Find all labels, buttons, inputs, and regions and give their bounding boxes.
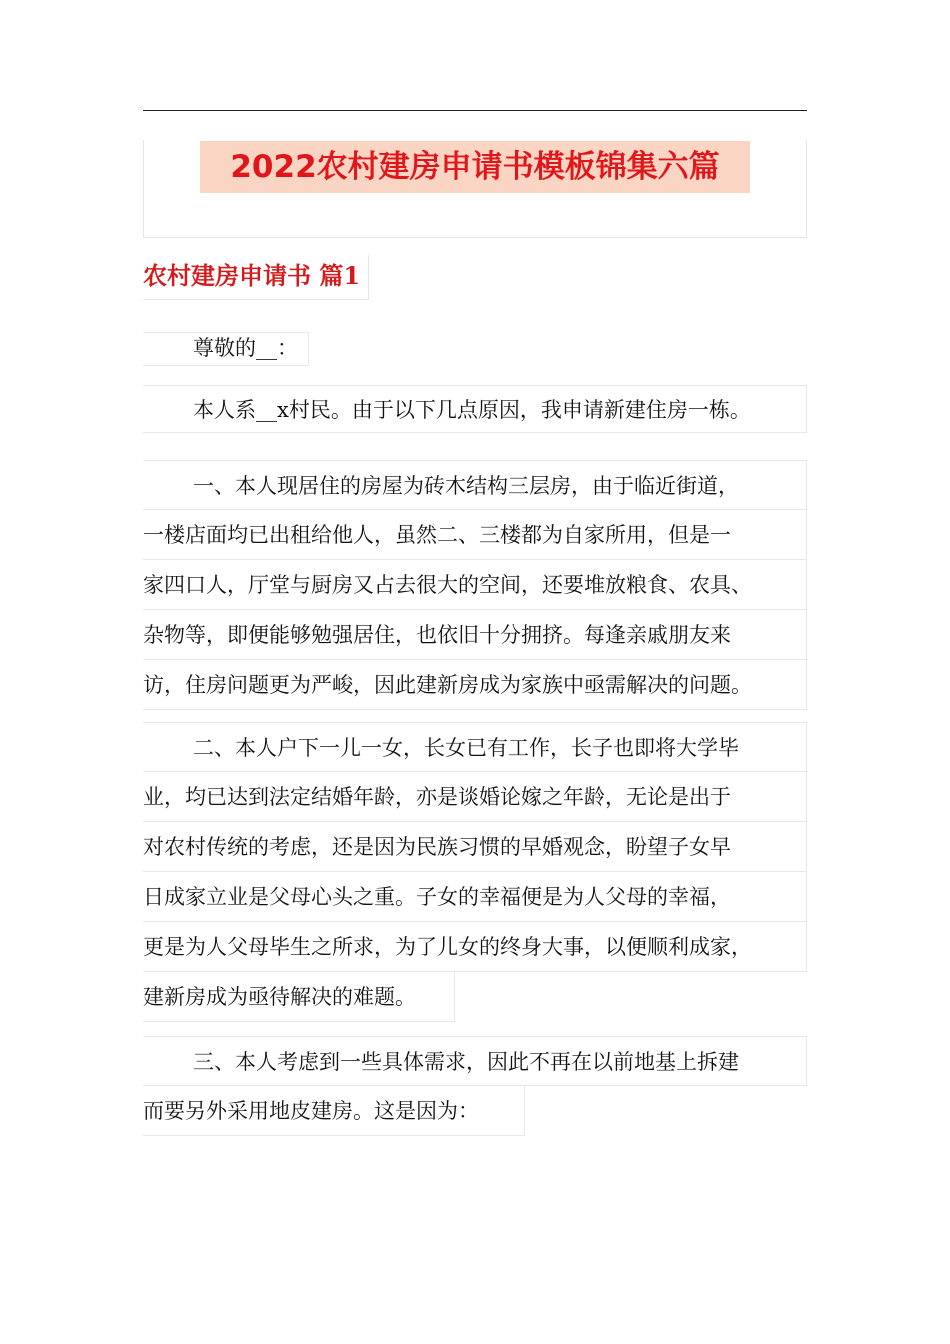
paragraph-line: 业，均已达到法定结婚年龄，亦是谈婚论嫁之年龄，无论是出于 [143,772,807,822]
paragraph-line: 杂物等，即便能够勉强居住，也依旧十分拥挤。每逢亲戚朋友来 [143,610,807,660]
paragraph-line: 建新房成为亟待解决的难题。 [143,972,455,1022]
document-title: 2022农村建房申请书模板锦集六篇 [200,141,750,193]
paragraph-line: 日成家立业是父母心头之重。子女的幸福便是为人父母的幸福， [143,872,807,922]
paragraph-line: 家四口人，厅堂与厨房又占去很大的空间，还要堆放粮食、农具、 [143,560,807,610]
top-rule [143,110,807,111]
paragraph-line: 本人系__x村民。由于以下几点原因，我申请新建住房一栋。 [143,385,807,433]
paragraph-3 [143,722,807,1022]
paragraph-line: 一楼店面均已出租给他人，虽然二、三楼都为自家所用，但是一 [143,510,807,560]
paragraph-line: 访，住房问题更为严峻，因此建新房成为家族中亟需解决的问题。 [143,660,807,710]
section-heading: 农村建房申请书 篇1 [143,255,369,300]
paragraph-line: 更是为人父母毕生之所求，为了儿女的终身大事，以便顺利成家， [143,922,807,972]
paragraph-line: 二、本人户下一儿一女，长女已有工作，长子也即将大学毕 [143,722,807,772]
paragraph-1 [143,385,807,433]
salutation: 尊敬的__： [143,332,309,366]
paragraph-4 [143,1036,807,1136]
paragraph-line: 而要另外采用地皮建房。这是因为： [143,1086,525,1136]
paragraph-line: 三、本人考虑到一些具体需求，因此不再在以前地基上拆建 [143,1036,807,1086]
paragraph-line: 一、本人现居住的房屋为砖木结构三层房，由于临近街道， [143,460,807,510]
paragraph-2 [143,460,807,710]
paragraph-line: 对农村传统的考虑，还是因为民族习惯的早婚观念，盼望子女早 [143,822,807,872]
